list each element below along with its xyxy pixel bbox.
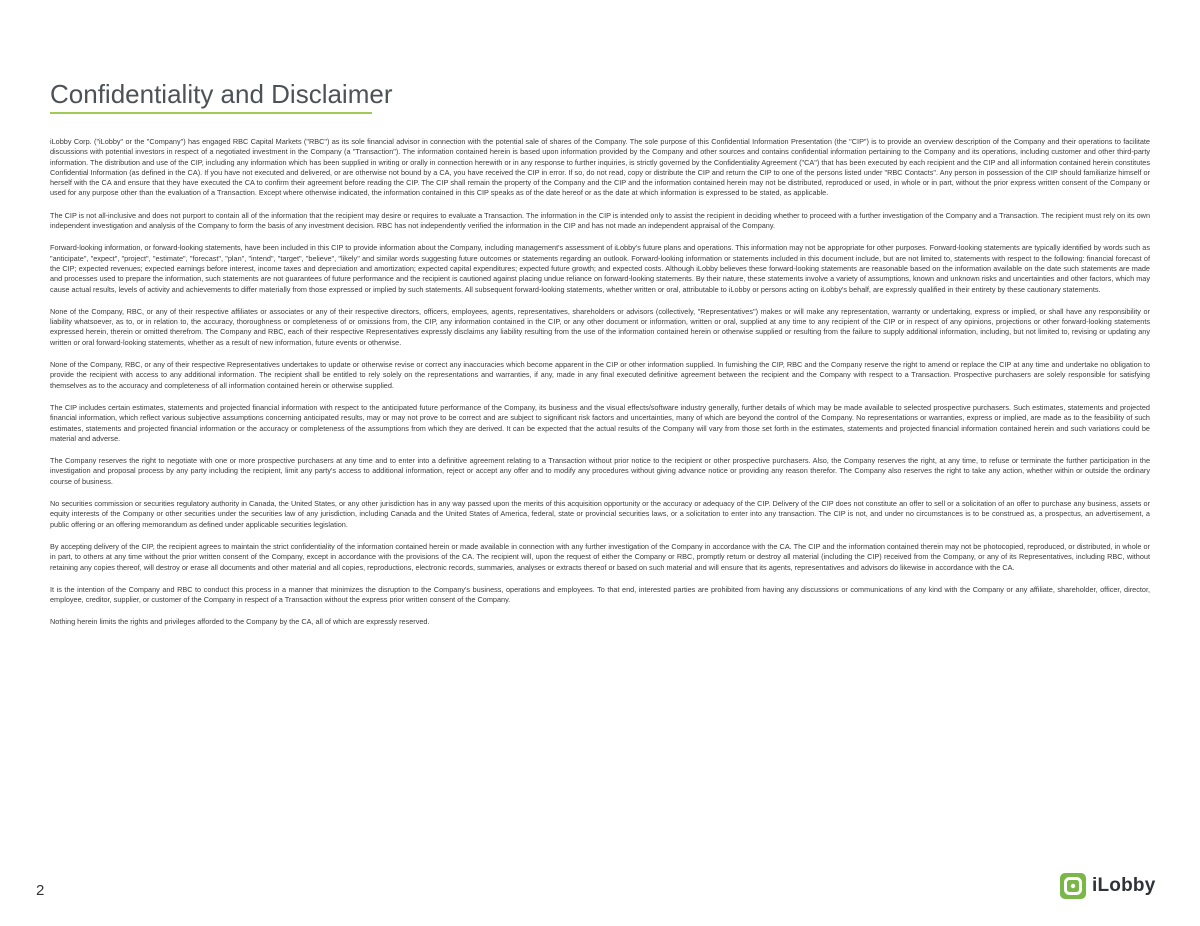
disclaimer-paragraph: No securities commission or securities regulatory authority in Canada, the United States, or any other jurisdiction has in any way passed upon the merits of this acquisition opportunity or the accuracy or adequacy of the CIP. Delivery of the CIP does not constitute an offer to sell or a solicitation of an offer to purchase any business, assets or equity interests of the Company or other securities under the securities law of any jurisdiction, including Canada and the United States of America, federal, state or provincial securities laws, or a solicitation to enter into any transaction. The CIP is not, and under no circumstances is to be construed as, a prospectus, an advertisement, a public offering or an offering memorandum as defined under applicable securities legislation.	[50, 499, 1150, 529]
page-title: Confidentiality and Disclaimer	[50, 79, 393, 110]
disclaimer-paragraph: Nothing herein limits the rights and privileges afforded to the Company by the CA, all of which are expressly reserved.	[50, 617, 430, 627]
ilobby-logo	[1060, 873, 1155, 899]
disclaimer-paragraph: The CIP is not all-inclusive and does not purport to contain all of the information that the recipient may desire or requires to evaluate a Transaction. The information in the CIP is intended only to assist the recipient in deciding whether to proceed with a further investigation of the Company and a Transaction. The recipient must rely on its own independent investigation and analysis of the Company to form the basis of any investment decision. RBC has not independently verified the information in the CIP and has not made an independent appraisal of the Company.	[50, 210, 1150, 231]
title-underline	[50, 112, 372, 114]
disclaimer-paragraph: Forward-looking information, or forward-looking statements, have been included in this CIP to provide information about the Company, including management's assessment of iLobby's future plans and operations. This information may not be appropriate for other purposes. Forward-looking statements are typically identified by words such as "anticipate", "expect", "project", "estimate", "forecast", "plan", "intend", "target", "believe", "likely" and similar words suggesting future outcomes or statements regarding an outlook. Forward-looking information or statements included in this document include, but are not limited to, statements with respect to the following: financial forecast of the CIP; expected revenues; expected earnings before interest, income taxes and depreciation and amortization; expected capital expenditures; expected future growth; and expected costs. Although iLobby believes these forward-looking statements are reasonable based on the information available on the date such statements are made and processes used to prepare the information, such statements are not guarantees of future performance and the recipient is cautioned against placing undue reliance on forward-looking statements. By their nature, these statements involve a variety of assumptions, known and unknown risks and uncertainties and other factors, which may cause actual results, levels of activity and achievements to differ materially from those expressed or implied by such statements. All subsequent forward-looking statements, whether written or oral, attributable to iLobby or persons acting on iLobby's behalf, are expressly qualified in their entirety by these cautionary statements.	[50, 243, 1150, 294]
disclaimer-paragraph: iLobby Corp. ("iLobby" or the "Company") has engaged RBC Capital Markets ("RBC") as its sole financial advisor in connection with the potential sale of shares of the Company. The sole purpose of this Confidential Information Presentation (the "CIP") is to provide an overview description of the Company and their operations to facilitate discussions with potential investors in respect of a negotiated investment in the Company (a "Transaction"). The information contained herein is based upon information provided by the Company and other sources and contains confidential information pertaining to the Company and its operations, including customer and other third-party information. The distribution and use of the CIP, including any information which has been supplied in writing or orally in connection herewith or in any response to further inquiries, is strictly governed by the Confidentiality Agreement ("CA") that has been executed by each recipient and the CIP and all information contained herein constitutes Confidential Information (as defined in the CA). If you have not executed and delivered, or are otherwise not bound by a CA, you have received the CIP in error. If so, do not read, copy or distribute the CIP and return the CIP to one of the persons listed under "RBC Contacts". Any person in possession of the CIP should familiarize himself or herself with the CA and ensure that they have executed the CA to confirm their agreement before reading the CIP. The CIP shall remain the property of the Company and the CIP and the information contained herein may not be distributed, reproduced or used, in whole or in part, without the prior express written consent of the Company or used for any purpose other than the evaluation of a Transaction. Except where otherwise indicated, the information contained in this CIP speaks as of the date hereof or as the date at which information is expressed to be stated, as applicable.	[50, 137, 1150, 198]
disclaimer-paragraph: It is the intention of the Company and RBC to conduct this process in a manner that minimizes the disruption to the Company's business, operations and employees. To that end, interested parties are prohibited from having any discussions or communications of any kind with the Company or any affiliate, shareholder, officer, director, employee, creditor, supplier, or customer of the Company in respect of a Transaction without the express prior written consent of the Company.	[50, 584, 1150, 605]
disclaimer-paragraph: By accepting delivery of the CIP, the recipient agrees to maintain the strict confidentiality of the information contained herein or made available in connection with any further investigation of the Company in accordance with the CA. The CIP and the information contained therein may not be photocopied, reproduced, or distributed, in whole or in part, to others at any time without the prior written consent of the Company, except in accordance with the provisions of the CA. The recipient will, upon the request of either the Company or RBC, promptly return or destroy all material (including the CIP) received from the Company, or any of its Representatives, including RBC, without retaining any copies thereof, will destroy or erase all documents and other material and all copies, reproductions, electronic records, summaries, analyses or extracts thereof or based on such material and will ensure that its agents, representatives and advisors do likewise in accordance with the CA.	[50, 541, 1150, 572]
page-number: 2	[36, 882, 45, 899]
ilobby-logo-icon	[1060, 873, 1086, 899]
logo-wordmark: iLobby	[1092, 875, 1156, 896]
disclaimer-body	[50, 137, 1150, 640]
disclaimer-paragraph: The Company reserves the right to negotiate with one or more prospective purchasers at any time and to enter into a definitive agreement relating to a Transaction without prior notice to the recipient or other prospective purchasers. Also, the Company reserves the right, at any time, to refuse or terminate the further participation in the investigation and proposal process by any party including the recipient, limit any party's access to additional information, reject or accept any offer and to modify any procedures without giving advance notice or providing any reason therefor. The Company also reserves the right to take any action, whether within or outside the ordinary course of business.	[50, 456, 1150, 486]
disclaimer-paragraph: The CIP includes certain estimates, statements and projected financial information with respect to the anticipated future performance of the Company, its business and the visual effects/software industry generally, further details of which may be made available to selected prospective purchasers. Such estimates, statements and projected financial information, which reflect various subjective assumptions concerning anticipated results, may or may not prove to be correct and are subject to significant risk factors and uncertainties, many of which are beyond the control of the Company. No representations or warranties, express or implied, are made as to the feasibility of such estimates, statements and projected financial information or the accuracy or completeness of the assumptions from which they are derived. It can be expected that the actual results of the Company will vary from those set forth in the estimates, statements and projected financial information contained herein and such variations could be material and adverse.	[50, 402, 1150, 443]
disclaimer-paragraph: None of the Company, RBC, or any of their respective affiliates or associates or any of their respective directors, officers, employees, agents, representatives, shareholders or advisors (collectively, "Representatives") makes or will make any representation, warranty or undertaking, express or implied, or shall have any responsibility or liability whatsoever, as to, or in relation to, the accuracy, thoroughness or completeness of or omissions from, the CIP, any information contained in the CIP, or any other document or information, written or oral, supplied at any time to any recipient of the CIP or in respect of any opinions, projections or other forward-looking statements expressed herein, therein or omitted therefrom. The Company and RBC, each of their respective Representatives expressly disclaims any liability resulting from the use of the information contained herein or otherwise supplied or resulting from the failure to supply additional information, including, but not limited to, revising or updating any written or oral forward-looking statements, whether as a result of new information, future events or otherwise.	[50, 306, 1150, 347]
disclaimer-paragraph: None of the Company, RBC, or any of their respective Representatives undertakes to update or otherwise revise or correct any inaccuracies which become apparent in the CIP or other information supplied. In furnishing the CIP, RBC and the Company reserve the right to amend or replace the CIP at any time and undertake no obligation to provide the recipient with access to any additional information. The recipient shall be entitled to rely solely on the representations and warranties, if any, made in any final executed definitive agreement between the recipient and the Company with respect to a Transaction. Prospective purchasers are solely responsible for satisfying themselves as to the accuracy and completeness of all information contained herein or otherwise supplied.	[50, 360, 1150, 390]
